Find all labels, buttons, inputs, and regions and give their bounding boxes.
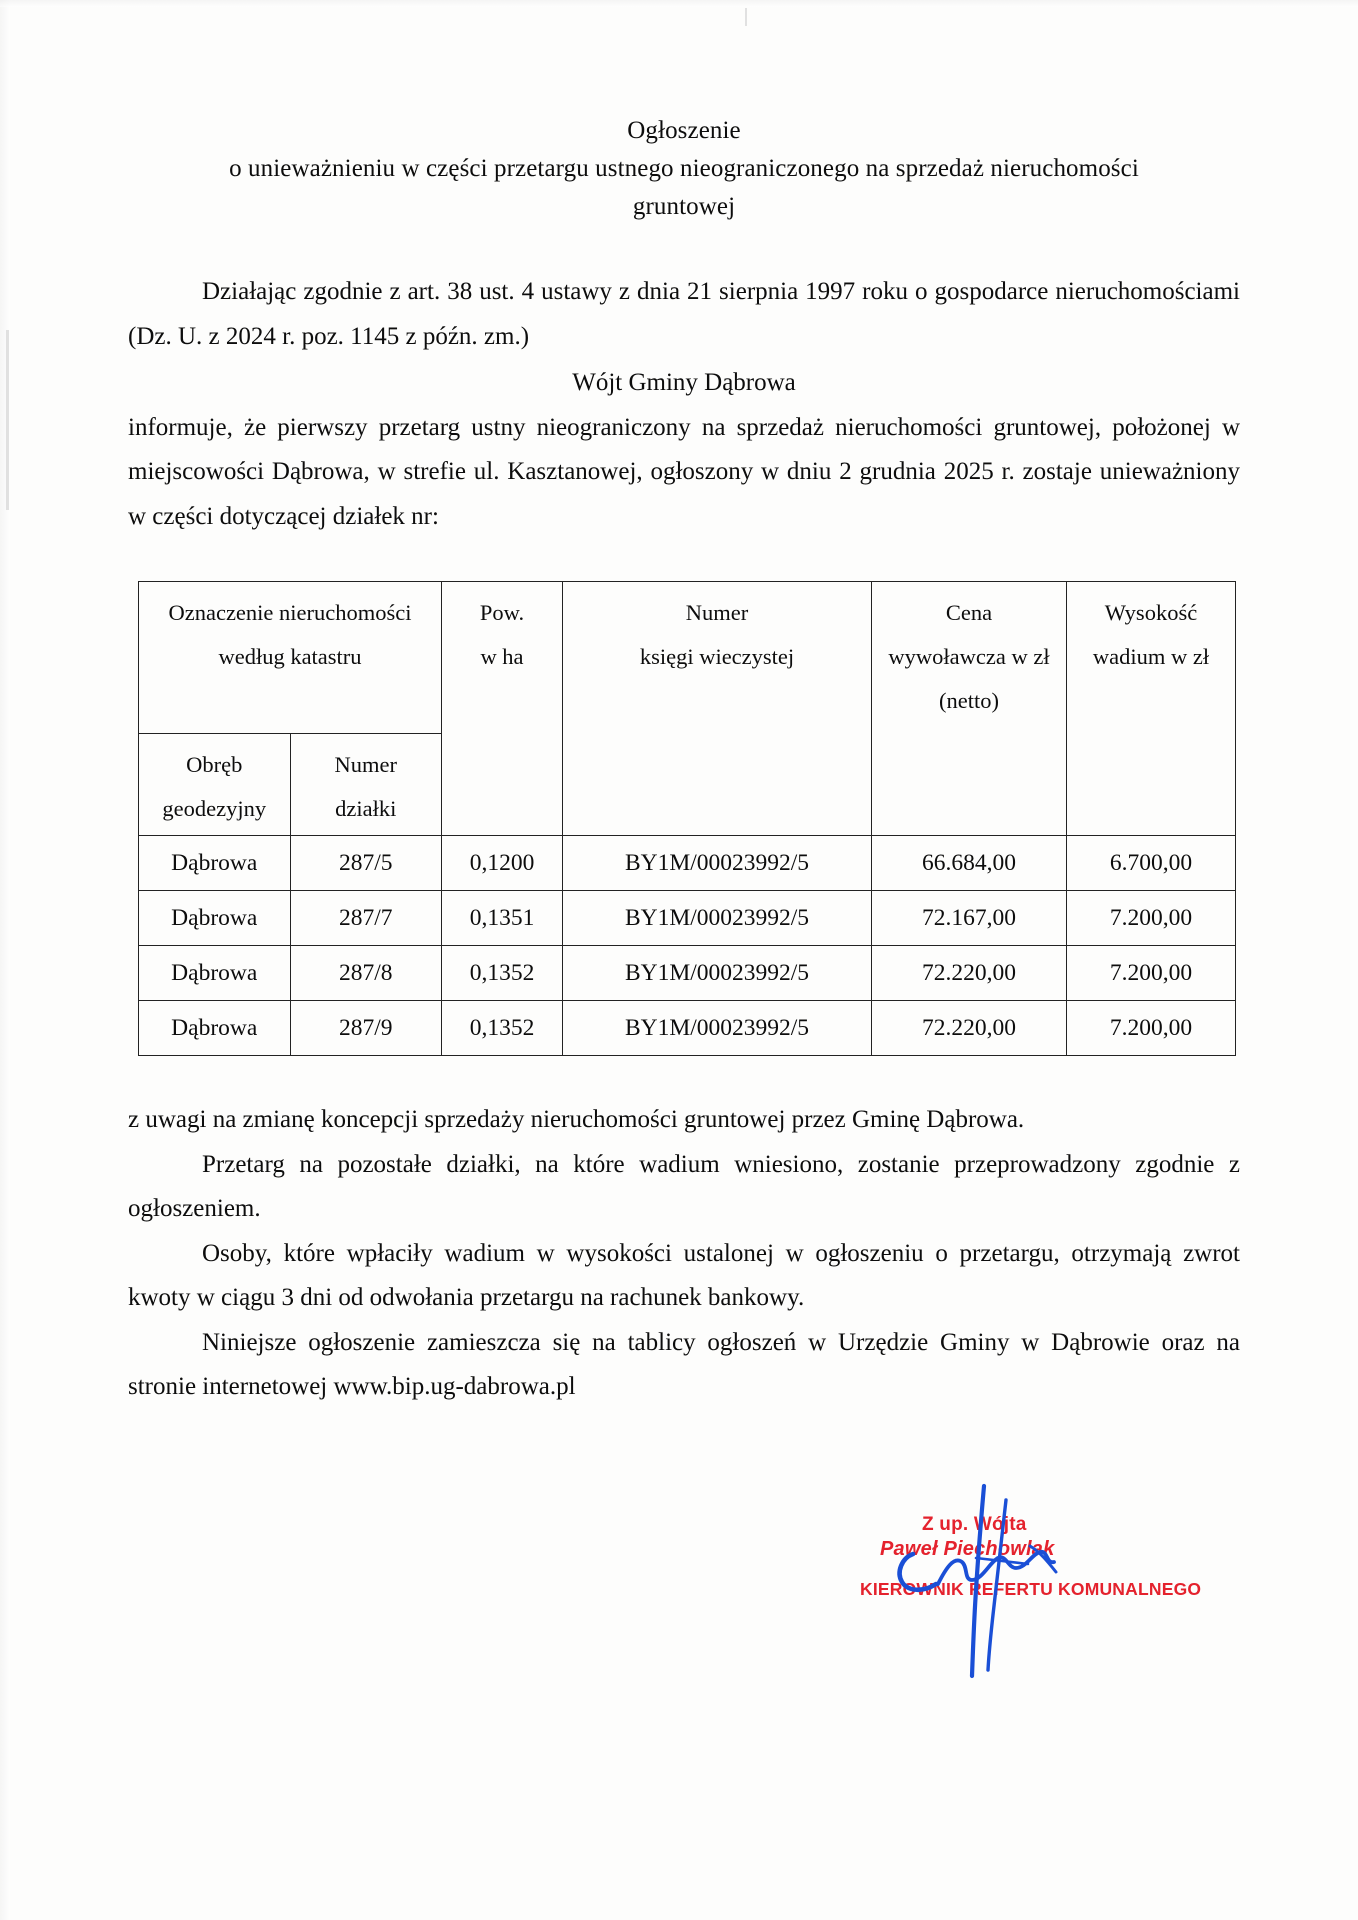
header-deposit	[1067, 582, 1236, 836]
paragraph-reason: z uwagi na zmianę koncepcji sprzedaży nieruchomości gruntowej przez Gminę Dąbrowa.	[128, 1106, 1025, 1133]
header-deposit-sub: wadium w zł	[1092, 643, 1210, 669]
header-designation	[139, 582, 442, 734]
cell-deposit: 7.200,00	[1067, 891, 1236, 946]
table-row	[139, 891, 1236, 946]
paragraph-publication: Niniejsze ogłoszenie zamieszcza się na tablicy ogłoszeń w Urzędzie Gminy w Dąbrowie oraz na stronie internetowej www.bip.ug-dabrowa.pl	[128, 1328, 1240, 1400]
cell-register: BY1M/00023992/5	[563, 836, 872, 891]
cell-register: BY1M/00023992/5	[563, 891, 872, 946]
header-designation-sub: według katastru	[218, 643, 362, 669]
document-body	[128, 0, 1240, 1410]
parcels-table	[138, 581, 1236, 1056]
signature-block	[860, 1492, 1202, 1682]
cell-price: 66.684,00	[872, 836, 1067, 891]
cell-area: 0,1351	[442, 891, 563, 946]
header-area	[442, 582, 563, 836]
cell-price: 72.220,00	[872, 946, 1067, 1001]
cell-price: 72.220,00	[872, 1001, 1067, 1056]
header-price-sub: wywoławcza w zł	[888, 643, 1050, 669]
paragraph-announcement: informuje, że pierwszy przetarg ustny nieograniczony na sprzedaż nieruchomości gruntowej, położonej w miejscowości Dąbrowa, w strefie ul. Kasztanowej, ogłoszony w dniu 2 grudnia 2025 r. zostaje unieważniony w części dotyczącej działek nr:	[128, 413, 1240, 530]
scan-edge-left	[0, 0, 10, 1920]
header-price-main: Cena	[945, 600, 993, 625]
cell-district: Dąbrowa	[139, 891, 291, 946]
stamp-line-position: KIEROWNIK REFERTU KOMUNALNEGO	[860, 1579, 1202, 1599]
table-row	[139, 946, 1236, 1001]
cell-area: 0,1352	[442, 946, 563, 1001]
scan-artifact	[6, 330, 9, 510]
page-title	[128, 112, 1240, 226]
table-header-row-1	[139, 582, 1236, 734]
paragraph-remaining-parcels: Przetarg na pozostałe działki, na które wadium wniesiono, zostanie przeprowadzony zgodnie z ogłoszeniem.	[128, 1150, 1240, 1222]
header-district-main: Obręb	[186, 752, 243, 777]
stamp-line-name: Paweł Piechowlak	[880, 1538, 1055, 1560]
cell-parcel: 287/5	[290, 836, 442, 891]
cell-district: Dąbrowa	[139, 1001, 291, 1056]
cell-deposit: 6.700,00	[1067, 836, 1236, 891]
header-price	[872, 582, 1067, 836]
stamp-line-authorization: Z up. Wójta	[922, 1514, 1027, 1535]
authority-line: Wójt Gminy Dąbrowa	[572, 369, 796, 396]
header-area-main: Pow.	[479, 600, 525, 625]
title-line-3: gruntowej	[632, 193, 736, 220]
header-area-sub: w ha	[480, 643, 524, 669]
cell-price: 72.167,00	[872, 891, 1067, 946]
title-line-1: Ogłoszenie	[627, 117, 741, 144]
cell-area: 0,1200	[442, 836, 563, 891]
header-parcel-main: Numer	[334, 752, 397, 777]
cell-deposit: 7.200,00	[1067, 1001, 1236, 1056]
header-district	[139, 734, 291, 836]
cell-parcel: 287/8	[290, 946, 442, 1001]
header-district-sub: geodezyjny	[162, 795, 267, 821]
header-designation-main: Oznaczenie nieruchomości	[168, 600, 412, 625]
title-line-2: o unieważnieniu w części przetargu ustnego nieograniczonego na sprzedaż nieruchomości	[229, 155, 1139, 182]
paragraph-deposit-refund: Osoby, które wpłaciły wadium w wysokości ustalonej w ogłoszeniu o przetargu, otrzymają zwrot kwoty w ciągu 3 dni od odwołania przetargu na rachunek bankowy.	[128, 1239, 1240, 1311]
parcels-table-wrapper	[138, 581, 1236, 1056]
header-deposit-main: Wysokość	[1104, 600, 1198, 625]
cell-district: Dąbrowa	[139, 946, 291, 1001]
cell-parcel: 287/9	[290, 1001, 442, 1056]
cell-register: BY1M/00023992/5	[563, 946, 872, 1001]
cell-parcel: 287/7	[290, 891, 442, 946]
paragraph-legal-basis: Działając zgodnie z art. 38 ust. 4 ustawy z dnia 21 sierpnia 1997 roku o gospodarce nieruchomościami (Dz. U. z 2024 r. poz. 1145 z późn. zm.)	[128, 278, 1240, 350]
header-register-main: Numer	[685, 600, 749, 625]
table-row	[139, 836, 1236, 891]
cell-deposit: 7.200,00	[1067, 946, 1236, 1001]
cell-register: BY1M/00023992/5	[563, 1001, 872, 1056]
table-row	[139, 1001, 1236, 1056]
header-register	[563, 582, 872, 836]
cell-area: 0,1352	[442, 1001, 563, 1056]
cell-district: Dąbrowa	[139, 836, 291, 891]
header-parcel	[290, 734, 442, 836]
header-price-sub2: (netto)	[939, 687, 999, 713]
header-parcel-sub: działki	[335, 795, 397, 821]
header-register-sub: księgi wieczystej	[639, 643, 795, 669]
